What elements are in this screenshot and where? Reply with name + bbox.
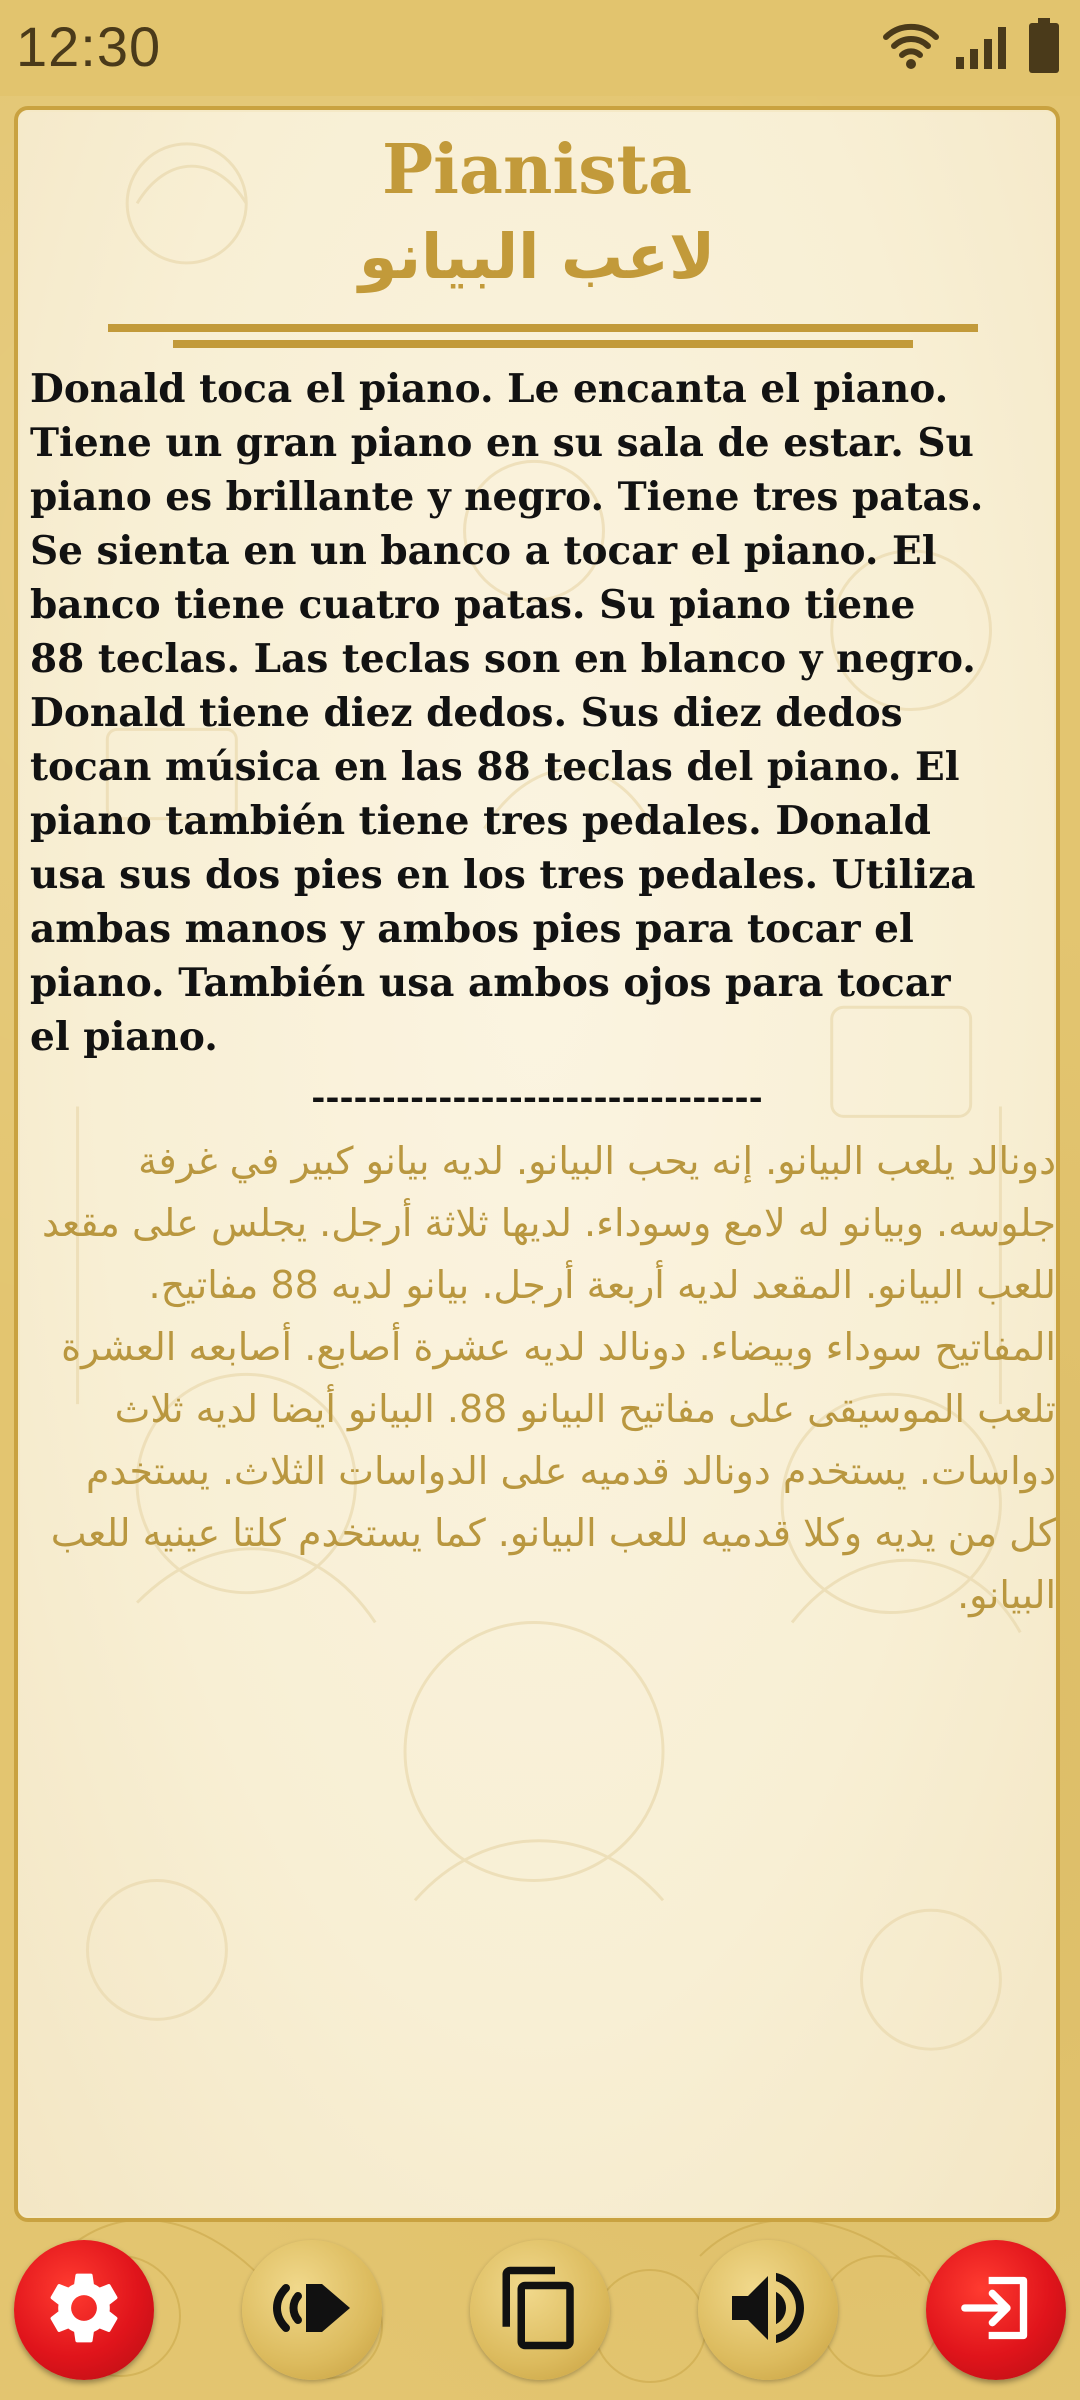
volume-button[interactable] [698,2240,838,2380]
text-separator: -------------------------------- [311,1078,763,1118]
lesson-text-arabic: دونالد يلعب البيانو. إنه يحب البيانو. لديه بيانو كبير في غرفة جلوسه. وبيانو له لامع وسوداء. لديها ثلاثة أرجل. يجلس على مقعد للعب البيانو. المقعد لديه أربعة أرجل. بيانو لديه 88 مفاتيح. المفاتيح سوداء وبيضاء. دونالد لديه عشرة أصابع. أصابعه العشرة تلعب الموسيقى على مفاتيح البيانو 88. البيانو أيضا لديه ثلاث دواسات. يستخدم دونالد قدميه على الدواسات الثلاث. يستخدم كل من يديه وكلا قدميه للعب البيانو. كما يستخدم كلتا عينيه للعب البيانو. [42,1139,1056,1617]
settings-button[interactable] [14,2240,154,2380]
speak-icon [264,2260,360,2360]
copy-button[interactable] [470,2240,610,2380]
lesson-title-arabic: لاعب البيانو [358,220,716,293]
lesson-panel [14,106,1060,2222]
title-divider [108,324,978,332]
exit-button[interactable] [926,2240,1066,2380]
gear-icon [41,2265,127,2355]
copy-icon [495,2263,585,2357]
status-time: 12:30 [16,15,162,78]
status-icons [882,18,1060,78]
speak-button[interactable] [242,2240,382,2380]
status-bar [0,0,1080,96]
lesson-title-spanish: Pianista [381,130,693,210]
volume-icon [720,2260,816,2360]
battery-icon [1028,18,1060,78]
bottom-toolbar [0,2226,1080,2400]
title-divider [173,340,913,348]
exit-icon [952,2264,1040,2356]
wifi-icon [882,21,940,75]
signal-icon [954,21,1014,75]
lesson-text-spanish: Donald toca el piano. Le encanta el piano. Tiene un gran piano en su sala de estar. Su piano es brillante y negro. Tiene tres patas. Se sienta en un banco a tocar el piano. El banco tiene cuatro patas. Su piano tiene 88 teclas. Las teclas son en blanco y negro. Donald tiene diez dedos. Sus diez dedos tocan música en las 88 teclas del piano. El piano también tiene tres pedales. Donald usa sus dos pies en los tres pedales. Utiliza ambas manos y ambos pies para tocar el piano. También usa ambos ojos para tocar el piano. [30,366,984,1060]
